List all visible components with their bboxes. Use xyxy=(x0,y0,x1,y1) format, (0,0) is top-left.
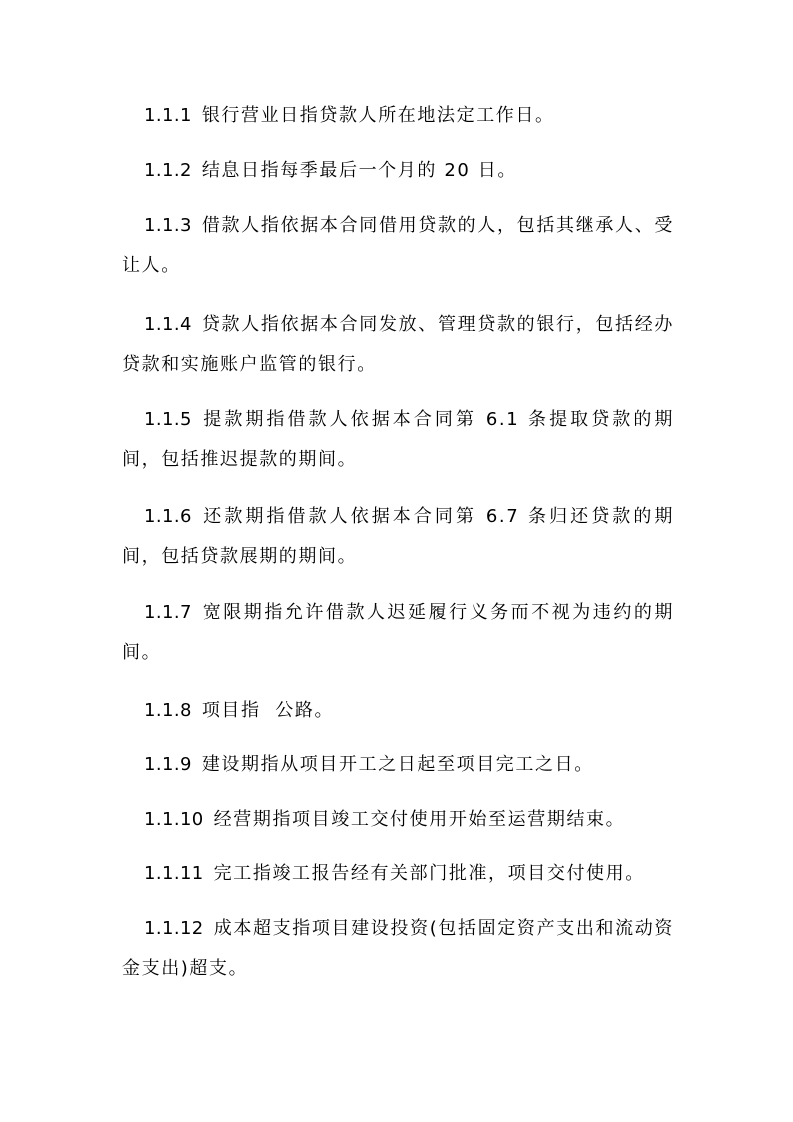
clause-number: 1.1.6 xyxy=(144,506,192,527)
clause-1-1-6 xyxy=(122,497,674,577)
clause-text: 项目指 公路。 xyxy=(201,700,335,721)
clause-1-1-12 xyxy=(122,909,674,989)
clause-1-1-2 xyxy=(122,151,674,191)
clause-text: 宽限期指允许借款人迟延履行义务而不视为违约的期间。 xyxy=(122,602,674,663)
clause-number: 1.1.3 xyxy=(144,215,192,236)
clause-text: 完工指竣工报告经有关部门批准，项目交付使用。 xyxy=(213,863,645,884)
clause-text: 借款人指依据本合同借用贷款的人，包括其继承人、受让人。 xyxy=(122,215,674,276)
clause-text: 建设期指从项目开工之日起至项目完工之日。 xyxy=(201,754,594,775)
clause-text: 成本超支指项目建设投资(包括固定资产支出和流动资金支出)超支。 xyxy=(122,918,674,979)
clause-number: 1.1.10 xyxy=(144,809,204,830)
clause-1-1-7 xyxy=(122,593,674,673)
clause-1-1-9 xyxy=(122,745,674,785)
clause-number: 1.1.8 xyxy=(144,700,192,721)
clause-1-1-3 xyxy=(122,206,674,286)
clause-1-1-1 xyxy=(122,96,674,136)
clause-text: 银行营业日指贷款人所在地法定工作日。 xyxy=(201,105,555,126)
clause-1-1-4 xyxy=(122,305,674,385)
clause-text: 贷款人指依据本合同发放、管理贷款的银行，包括经办贷款和实施账户监管的银行。 xyxy=(122,314,674,375)
clause-number: 1.1.1 xyxy=(144,105,192,126)
clause-1-1-5 xyxy=(122,400,674,480)
clause-number: 1.1.11 xyxy=(144,863,204,884)
clause-number: 1.1.9 xyxy=(144,754,192,775)
clause-number: 1.1.2 xyxy=(144,160,192,181)
clause-1-1-8 xyxy=(122,691,674,731)
clause-number: 1.1.5 xyxy=(144,409,192,430)
clause-1-1-11 xyxy=(122,854,674,894)
clause-text: 提款期指借款人依据本合同第 6.1 条提取贷款的期间，包括推迟提款的期间。 xyxy=(122,409,674,470)
clause-number: 1.1.4 xyxy=(144,314,192,335)
clause-text: 结息日指每季最后一个月的 20 日。 xyxy=(201,160,517,181)
clause-text: 经营期指项目竣工交付使用开始至运营期结束。 xyxy=(213,809,626,830)
clause-1-1-10 xyxy=(122,800,674,840)
clause-text: 还款期指借款人依据本合同第 6.7 条归还贷款的期间，包括贷款展期的期间。 xyxy=(122,506,674,567)
clause-number: 1.1.12 xyxy=(144,918,204,939)
clause-number: 1.1.7 xyxy=(144,602,192,623)
